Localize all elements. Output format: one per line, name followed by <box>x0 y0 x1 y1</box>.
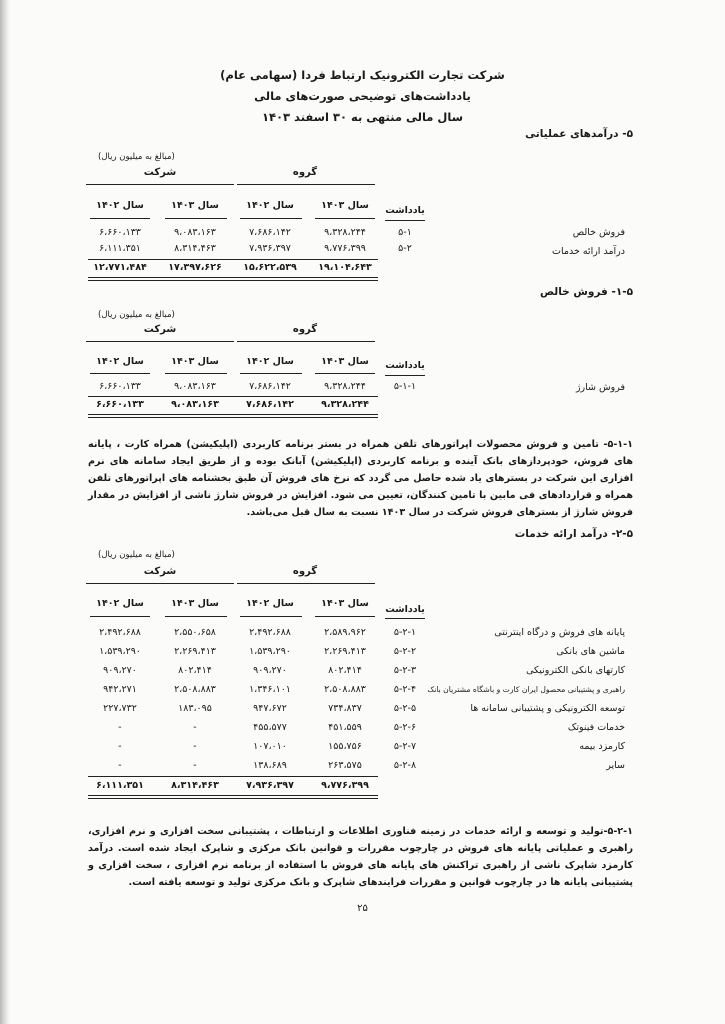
s52-row-g1402: ۹۴۷،۶۷۲ <box>253 703 287 714</box>
s52-row-c1403: ۲،۵۵۰،۶۵۸ <box>174 627 216 638</box>
col-c1403: سال ۱۴۰۳ <box>171 598 219 609</box>
s51-row1-note: ۵-۱-۱ <box>393 381 417 392</box>
col-note: یادداشت <box>385 205 425 216</box>
s5-row1-g1403: ۹،۳۲۸،۲۴۴ <box>324 227 366 238</box>
s52-row-note: ۵-۲-۳ <box>393 665 417 676</box>
s52-row-note: ۵-۲-۱ <box>393 627 417 638</box>
period-title: سال مالی منتهی به ۳۰ اسفند ۱۴۰۳ <box>261 110 464 124</box>
col-c1402: سال ۱۴۰۲ <box>96 200 144 211</box>
company-underline <box>86 583 234 584</box>
col-g1402: سال ۱۴۰۲ <box>246 598 294 609</box>
col-c1403: سال ۱۴۰۳ <box>171 356 219 367</box>
s52-row-c1402: ۲۲۷،۷۳۲ <box>103 703 137 714</box>
s52-row-label: کارمزد بیمه <box>579 741 625 752</box>
s5-row2-c1402: ۶،۱۱۱،۳۵۱ <box>99 243 141 254</box>
s52-row-g1403: ۲،۵۸۹،۹۶۲ <box>324 627 366 638</box>
col-underline <box>315 616 375 617</box>
page-number: ۲۵ <box>357 903 368 914</box>
group-heading: گروه <box>292 167 318 178</box>
company-underline <box>86 341 234 342</box>
s52-total-line-top <box>88 776 378 777</box>
s51-total-g1402: ۷،۶۸۶،۱۴۲ <box>246 399 294 410</box>
s52-row-g1403: ۲۶۳،۵۷۵ <box>328 760 362 771</box>
s52-row-g1402: ۱۳۸،۶۸۹ <box>253 760 287 771</box>
s51-row1-label: فروش شارژ <box>575 382 625 393</box>
company-underline <box>86 184 234 185</box>
col-c1403: سال ۱۴۰۳ <box>171 200 219 211</box>
s5-total-c1403: ۱۷،۳۹۷،۶۲۶ <box>168 262 222 273</box>
notes-title: یادداشت‌های توضیحی صورت‌های مالی <box>254 89 471 103</box>
s52-row-note: ۵-۲-۲ <box>393 646 417 657</box>
col-underline <box>385 618 425 619</box>
col-underline <box>165 616 227 617</box>
col-g1403: سال ۱۴۰۳ <box>321 200 369 211</box>
s52-row-note: ۵-۲-۵ <box>393 703 417 714</box>
s52-row-c1402: ۹۴۲،۲۷۱ <box>103 684 137 695</box>
s52-row-label: ماشین های بانکی <box>556 646 625 657</box>
col-underline <box>165 218 227 219</box>
col-underline <box>240 373 302 374</box>
s52-row-label: توسعه الکترونیکی و پشتیبانی سامانه ها <box>470 703 625 714</box>
s5-row1-c1403: ۹،۰۸۳،۱۶۳ <box>174 227 216 238</box>
s52-row-g1403: ۸۰۲،۴۱۴ <box>328 665 362 676</box>
s52-total-c1402: ۶،۱۱۱،۳۵۱ <box>96 780 144 791</box>
s51-total-g1403: ۹،۳۲۸،۲۴۴ <box>321 399 369 410</box>
col-underline <box>315 218 375 219</box>
paragraph-5-1-1: ۵-۱-۱- تامین و فروش محصولات اپراتورهای تلفن همراه در بستر برنامه کاربردی (اپلیکیشن) همراه کارت ، پایانه های فروش، خودپردازهای بانک آینده و برنامه کاربردی (اپلیکیشن) آبانک بوده و از طریق ایجاد سامانه های نرم افزاری این شرکت در بسترهای یاد شده حاصل می گردد که نرخ های فروش آن طبق بخشنامه های اپراتورهای تلفن همراه و قراردادهای فی مابین با تامین کنندگان، تعیین می شود. افزایش در فروش شارژ ناشی از افزایش در مقدار فروش شارژ از بسترهای فروش شرکت در سال ۱۴۰۳ نسبت به سال قبل می‌باشد. <box>88 439 633 518</box>
s52-row-g1403: ۴۵۱،۵۵۹ <box>328 722 362 733</box>
company-heading: شرکت <box>143 324 177 335</box>
s52-row-g1403: ۲،۲۶۹،۴۱۳ <box>324 646 366 657</box>
s5-total-c1402: ۱۲،۷۷۱،۴۸۴ <box>93 262 147 273</box>
col-underline <box>240 218 302 219</box>
s5-row1-label: فروش خالص <box>572 227 625 238</box>
col-underline <box>90 218 150 219</box>
s5-row2-c1403: ۸،۳۱۴،۴۶۳ <box>174 243 216 254</box>
s52-row-g1402: ۱۰۷،۰۱۰ <box>253 741 287 752</box>
s51-total-c1403: ۹،۰۸۳،۱۶۳ <box>171 399 219 410</box>
s52-row-c1403: - <box>193 741 197 752</box>
s52-row-c1402: - <box>118 741 122 752</box>
s52-row-note: ۵-۲-۶ <box>393 722 417 733</box>
s52-row-c1403: - <box>193 722 197 733</box>
company-heading: شرکت <box>143 167 177 178</box>
group-underline <box>237 583 375 584</box>
units-note: (مبالغ به میلیون ریال) <box>98 550 175 560</box>
s51-row1-c1402: ۶،۶۶۰،۱۳۳ <box>99 381 141 392</box>
s5-row1-g1402: ۷،۶۸۶،۱۴۲ <box>249 227 291 238</box>
s52-row-c1403: ۲،۲۶۹،۴۱۳ <box>174 646 216 657</box>
s52-row-g1402: ۱،۵۳۹،۲۹۰ <box>249 646 291 657</box>
scan-edge-shadow <box>0 0 10 1024</box>
col-underline <box>385 375 425 376</box>
col-g1403: سال ۱۴۰۳ <box>321 356 369 367</box>
s5-row2-note: ۵-۲ <box>398 243 412 254</box>
s52-row-c1403: ۱۸۳،۰۹۵ <box>178 703 212 714</box>
s52-row-c1402: ۹۰۹،۲۷۰ <box>103 665 137 676</box>
s52-row-note: ۵-۲-۴ <box>393 684 417 695</box>
s52-row-label: سایر <box>606 760 625 771</box>
col-g1402: سال ۱۴۰۲ <box>246 200 294 211</box>
col-c1402: سال ۱۴۰۲ <box>96 598 144 609</box>
section-5-title: ۵- درآمدهای عملیاتی <box>525 128 633 140</box>
group-underline <box>237 341 375 342</box>
paragraph-5-2-1: ۵-۲-۱-تولید و توسعه و ارائه خدمات در زمینه فناوری اطلاعات و ارتباطات ، پشتیبانی سخت افزاری و نرم افزاری، راهبری و عملیاتی پایانه های فروش در چارچوب مقررات و قوانین بانک مرکزی و شاپرک ایجاد شده است. درآمد کارمزد شاپرک ناشی از راهبری تراکنش های پایانه های فروش با استفاده از برنامه نرم افزاری ، سخت افزاری و پشتیبانی پایانه ها در چارچوب قوانین و مقررات فرایندهای شاپرک و بانک مرکزی تولید و توسعه یافته است. <box>88 826 633 888</box>
s52-row-c1402: - <box>118 722 122 733</box>
s52-total-c1403: ۸،۳۱۴،۴۶۳ <box>171 780 219 791</box>
company-title: شرکت تجارت الکترونیک ارتباط فردا (سهامی عام) <box>220 68 505 82</box>
s52-row-c1402: ۲،۴۹۲،۶۸۸ <box>99 627 141 638</box>
s5-row2-g1402: ۷،۹۳۶،۳۹۷ <box>249 243 291 254</box>
col-underline <box>165 373 227 374</box>
s52-total-g1403: ۹،۷۷۶،۳۹۹ <box>321 780 369 791</box>
s52-total-g1402: ۷،۹۳۶،۳۹۷ <box>246 780 294 791</box>
s52-row-c1402: - <box>118 760 122 771</box>
group-heading: گروه <box>292 324 318 335</box>
s52-row-note: ۵-۲-۷ <box>393 741 417 752</box>
col-underline <box>240 616 302 617</box>
s5-total-g1403: ۱۹،۱۰۴،۶۴۳ <box>318 262 372 273</box>
company-heading: شرکت <box>143 566 177 577</box>
group-underline <box>237 184 375 185</box>
s52-row-c1402: ۱،۵۳۹،۲۹۰ <box>99 646 141 657</box>
col-note: یادداشت <box>385 360 425 371</box>
col-note: یادداشت <box>385 604 425 615</box>
s5-row1-c1402: ۶،۶۶۰،۱۳۳ <box>99 227 141 238</box>
s51-total-line-top <box>88 396 378 397</box>
section-5-1-title: ۱-۵- فروش خالص <box>539 286 633 298</box>
group-heading: گروه <box>292 566 318 577</box>
s52-row-label: راهبری و پشتیبانی محصول ایران کارت و باشگاه مشتریان بانک <box>427 685 625 694</box>
s51-row1-g1403: ۹،۳۲۸،۲۴۴ <box>324 381 366 392</box>
s52-row-g1403: ۱۵۵،۷۵۶ <box>328 741 362 752</box>
s5-row2-label: درآمد ارائه خدمات <box>552 246 625 257</box>
s5-total-g1402: ۱۵،۶۲۲،۵۳۹ <box>243 262 297 273</box>
s52-row-note: ۵-۲-۸ <box>393 760 417 771</box>
s5-row1-note: ۵-۱ <box>398 227 412 238</box>
s52-row-label: کارتهای بانکی الکترونیکی <box>526 665 625 676</box>
s5-total-line-top <box>88 259 378 260</box>
s51-row1-g1402: ۷،۶۸۶،۱۴۲ <box>249 381 291 392</box>
col-underline <box>385 220 425 221</box>
s52-row-label: خدمات فینوتک <box>567 722 625 733</box>
s52-row-g1403: ۷۳۴،۸۳۷ <box>328 703 362 714</box>
col-g1402: سال ۱۴۰۲ <box>246 356 294 367</box>
s51-row1-c1403: ۹،۰۸۳،۱۶۳ <box>174 381 216 392</box>
s51-total-double-line <box>88 414 378 418</box>
s52-row-c1403: ۲،۵۰۸،۸۸۳ <box>174 684 216 695</box>
col-g1403: سال ۱۴۰۳ <box>321 598 369 609</box>
col-c1402: سال ۱۴۰۲ <box>96 356 144 367</box>
s52-row-g1402: ۱،۳۴۶،۱۰۱ <box>249 684 291 695</box>
units-note: (مبالغ به میلیون ریال) <box>98 310 175 320</box>
s52-row-g1403: ۲،۵۰۸،۸۸۳ <box>324 684 366 695</box>
section-5-2-title: ۲-۵- درآمد ارائه خدمات <box>514 528 633 540</box>
s52-row-c1403: ۸۰۲،۴۱۴ <box>178 665 212 676</box>
s52-total-double-line <box>88 795 378 799</box>
s52-row-g1402: ۹۰۹،۲۷۰ <box>253 665 287 676</box>
col-underline <box>315 373 375 374</box>
s51-total-c1402: ۶،۶۶۰،۱۳۳ <box>96 399 144 410</box>
col-underline <box>90 616 150 617</box>
s52-row-g1402: ۲،۴۹۲،۶۸۸ <box>249 627 291 638</box>
units-note: (مبالغ به میلیون ریال) <box>98 152 175 162</box>
s52-row-c1403: - <box>193 760 197 771</box>
s5-row2-g1403: ۹،۷۷۶،۳۹۹ <box>324 243 366 254</box>
s52-row-label: پایانه های فروش و درگاه اینترنتی <box>494 627 625 638</box>
s52-row-g1402: ۴۵۵،۵۷۷ <box>253 722 287 733</box>
col-underline <box>90 373 150 374</box>
s5-total-double-line <box>88 277 378 281</box>
